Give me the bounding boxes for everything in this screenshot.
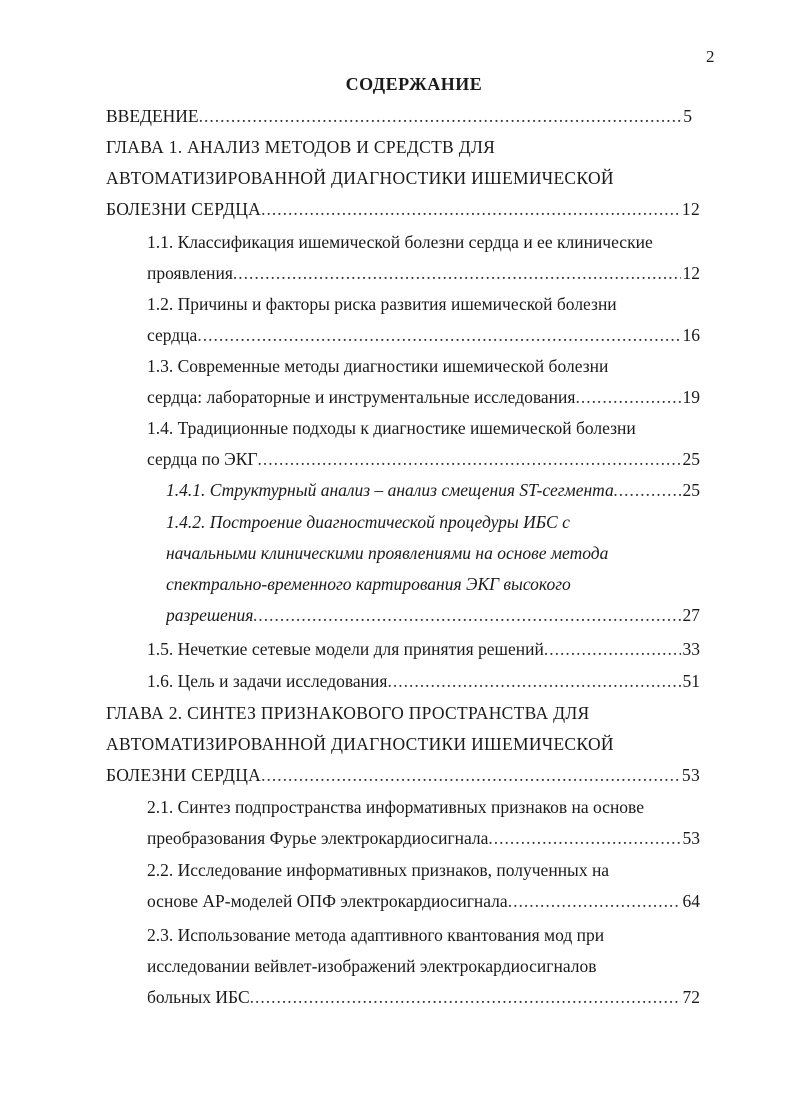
toc-section-2-3-line-3 (147, 982, 700, 1013)
toc-entry-text: больных ИБС (147, 987, 250, 1007)
toc-subsection-1-4-2-line-2: начальными клиническими проявлениями на основе метода (166, 543, 609, 563)
leader-dots (253, 600, 680, 631)
toc-section-1-2-line-1: 1.2. Причины и факторы риска развития ишемической болезни (147, 294, 617, 314)
leader-dots (233, 258, 681, 289)
toc-section-1-2-line-2 (147, 320, 700, 351)
toc-section-2-1-line-1: 2.1. Синтез подпространства информативных признаков на основе (147, 797, 644, 817)
leader-dots (261, 194, 680, 225)
toc-section-2-3-line-1: 2.3. Использование метода адаптивного квантования мод при (147, 925, 605, 945)
toc-section-1-5 (147, 634, 700, 665)
toc-page-number: 19 (682, 387, 700, 407)
leader-dots (488, 823, 680, 854)
toc-section-1-4-line-2 (147, 444, 700, 475)
toc-subsection-1-4-2-line-1: 1.4.2. Построение диагностической процедуры ИБС с (166, 512, 570, 532)
toc-subsection-1-4-1 (166, 475, 700, 506)
toc-chapter-2-line-3 (106, 760, 700, 791)
leader-dots (508, 886, 681, 917)
toc-chapter-2-line-1: ГЛАВА 2. СИНТЕЗ ПРИЗНАКОВОГО ПРОСТРАНСТВА ДЛЯ (106, 703, 590, 723)
toc-section-2-2-line-2 (147, 886, 700, 917)
toc-subsection-1-4-2-line-3: спектрально-временного картирования ЭКГ высокого (166, 574, 571, 594)
leader-dots (199, 101, 682, 132)
toc-entry-text: 1.6. Цель и задачи исследования (147, 671, 388, 691)
toc-chapter-1-line-3 (106, 194, 700, 225)
toc-entry-intro (106, 101, 692, 132)
toc-entry-text: сердца: лабораторные и инструментальные исследования (147, 387, 576, 407)
toc-section-1-6 (147, 666, 700, 697)
toc-entry-text: сердца (147, 325, 198, 345)
toc-chapter-1-line-2: АВТОМАТИЗИРОВАННОЙ ДИАГНОСТИКИ ИШЕМИЧЕСКОЙ (106, 168, 614, 188)
toc-entry-text: проявления (147, 263, 233, 283)
toc-section-1-3-line-1: 1.3. Современные методы диагностики ишемической болезни (147, 356, 609, 376)
toc-entry-text: сердца по ЭКГ (147, 449, 258, 469)
toc-entry-text: ВВЕДЕНИЕ (106, 106, 199, 126)
leader-dots (197, 320, 680, 351)
toc-page-number: 12 (682, 263, 700, 283)
toc-page-number: 16 (682, 325, 700, 345)
leader-dots (575, 382, 680, 413)
toc-page-number: 5 (683, 106, 692, 126)
toc-entry-text: БОЛЕЗНИ СЕРДЦА (106, 765, 262, 785)
toc-entry-text: разрешения (166, 605, 254, 625)
toc-section-1-1-line-1: 1.1. Классификация ишемической болезни сердца и ее клинические (147, 232, 653, 252)
toc-page-number: 53 (681, 765, 700, 785)
toc-page-number: 51 (682, 671, 700, 691)
toc-entry-text: БОЛЕЗНИ СЕРДЦА (106, 199, 262, 219)
leader-dots (614, 475, 681, 506)
toc-entry-text: основе АР-моделей ОПФ электрокардиосигнала (147, 891, 508, 911)
toc-section-1-4-line-1: 1.4. Традиционные подходы к диагностике ишемической болезни (147, 418, 636, 438)
toc-page-number: 25 (682, 480, 700, 500)
page-title: СОДЕРЖАНИЕ (345, 74, 483, 94)
toc-section-2-3-line-2: исследовании вейвлет-изображений электрокардиосигналов (147, 956, 597, 976)
toc-page-number: 27 (682, 605, 700, 625)
leader-dots (258, 444, 681, 475)
toc-section-2-2-line-1: 2.2. Исследование информативных признаков, полученных на (147, 860, 610, 880)
page-number: 2 (706, 47, 715, 66)
toc-section-1-3-line-2 (147, 382, 700, 413)
toc-entry-text: 1.5. Нечеткие сетевые модели для принятия решений (147, 639, 544, 659)
toc-page-number: 12 (681, 199, 700, 219)
leader-dots (261, 760, 680, 791)
toc-page-number: 25 (682, 449, 700, 469)
toc-page-number: 53 (682, 828, 700, 848)
toc-section-2-1-line-2 (147, 823, 700, 854)
toc-section-1-1-line-2 (147, 258, 700, 289)
toc-entry-text: преобразования Фурье электрокардиосигнала (147, 828, 489, 848)
toc-chapter-1-line-1: ГЛАВА 1. АНАЛИЗ МЕТОДОВ И СРЕДСТВ ДЛЯ (106, 137, 496, 157)
toc-page-number: 33 (682, 639, 700, 659)
leader-dots (544, 634, 681, 665)
toc-chapter-2-line-2: АВТОМАТИЗИРОВАННОЙ ДИАГНОСТИКИ ИШЕМИЧЕСКОЙ (106, 734, 614, 754)
toc-subsection-1-4-2-line-4 (166, 600, 700, 631)
leader-dots (250, 982, 681, 1013)
leader-dots (387, 666, 680, 697)
toc-page-number: 64 (682, 891, 700, 911)
toc-page-number: 72 (682, 987, 700, 1007)
toc-entry-text: 1.4.1. Структурный анализ – анализ смещения ST-сегмента (166, 480, 614, 500)
